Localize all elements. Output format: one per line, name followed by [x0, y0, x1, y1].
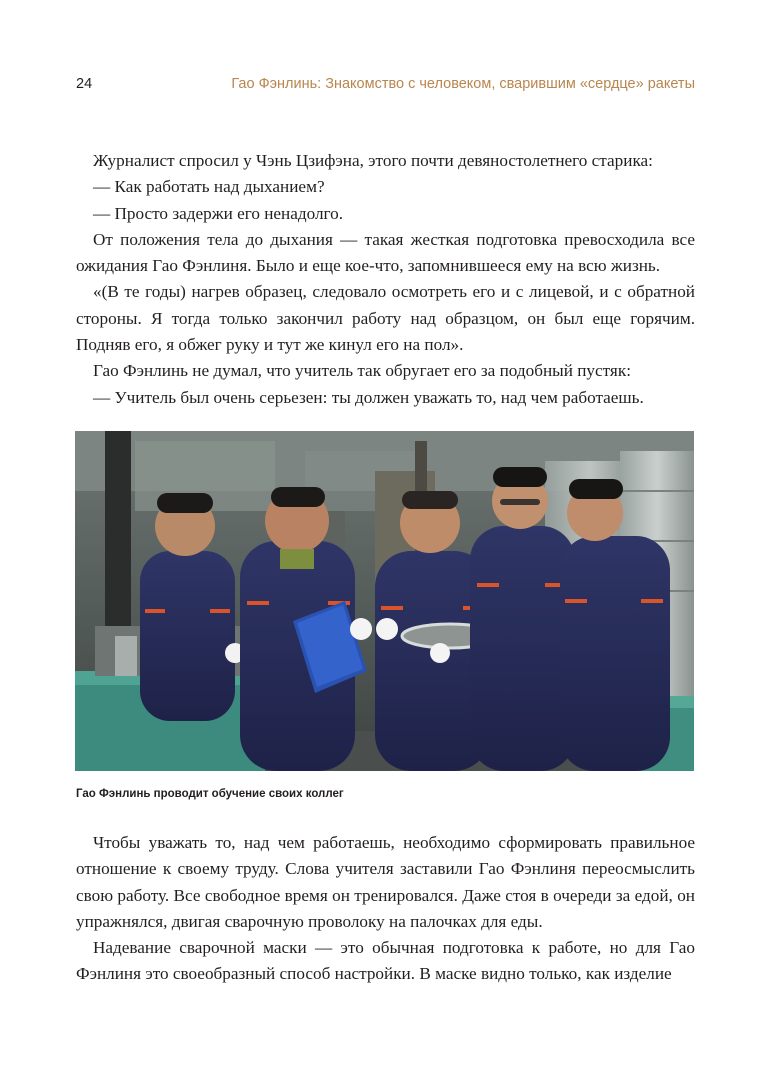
body-text-top [76, 148, 695, 411]
paragraph: Чтобы уважать то, над чем работаешь, необходимо сформировать правильное отношение к своему труду. Слова учителя заставили Гао Фэнлиня переосмыслить свою работу. Все свободное время он тренировался. Даже стоя в очереди за едой, он упражнялся, двигая сварочную проволоку на палочках для еды. [76, 833, 695, 931]
paragraph: Надевание сварочной маски — это обычная подготовка к работе, но для Гао Фэнлиня это своеобразный способ настройки. В маске видно только, как изделие [76, 938, 695, 984]
chapter-title: Гао Фэнлинь: Знакомство с человеком, сварившим «сердце» ракеты [231, 76, 695, 92]
paragraph: Гао Фэнлинь не думал, что учитель так обругает его за подобный пустяк: [93, 361, 631, 381]
paragraph: «(В те годы) нагрев образец, следовало осмотреть его и с лицевой, и с обратной стороны. Я тогда только закончил работу над образцом, он был еще горячим. Подняв его, я обжег руку и тут же кинул его на пол». [76, 282, 695, 355]
body-text-bottom [76, 830, 695, 988]
running-head [76, 74, 695, 94]
paragraph: — Просто задержи его ненадолго. [93, 203, 344, 223]
page-number: 24 [76, 76, 93, 92]
photo-workers-training [75, 431, 694, 771]
paragraph: — Как работать над дыханием? [93, 177, 325, 197]
photo-caption: Гао Фэнлинь проводит обучение своих коллег [76, 788, 344, 800]
paragraph: От положения тела до дыхания — такая жесткая подготовка превосходила все ожидания Гао Фэнлиня. Было и еще кое-что, запомнившееся ему на всю жизнь. [76, 229, 695, 276]
paragraph: Журналист спросил у Чэнь Цзифэна, этого почти девяностолетнего старика: [93, 151, 653, 170]
paragraph: — Учитель был очень серьезен: ты должен уважать то, над чем работаешь. [93, 387, 644, 407]
